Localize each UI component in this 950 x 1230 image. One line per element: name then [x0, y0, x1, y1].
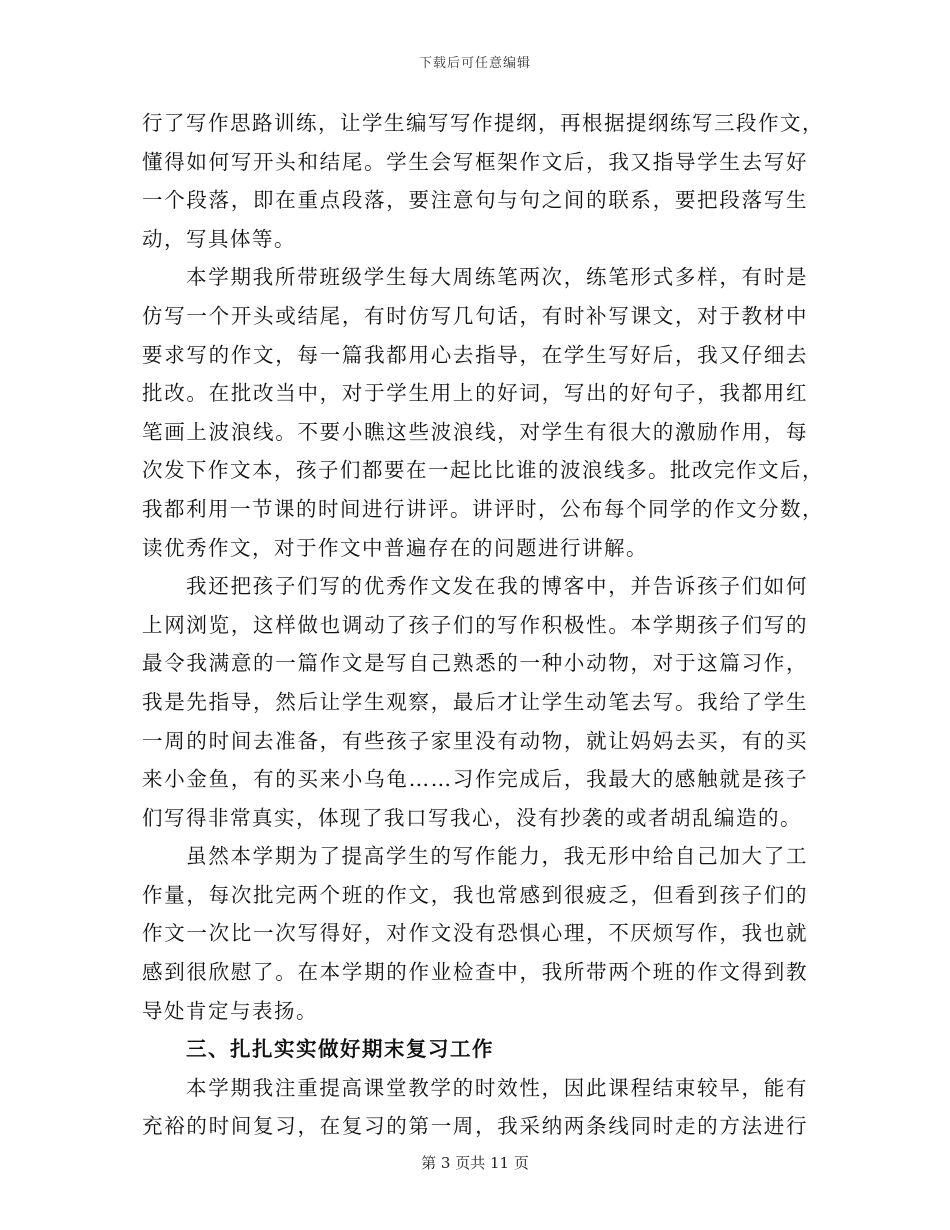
- text-line: 动，写具体等。: [142, 226, 296, 251]
- text-line: 作文一次比一次写得好，对作文没有恐惧心理，不厌烦写作，我也就: [142, 921, 808, 946]
- text-line: 行了写作思路训练，让学生编写写作提纲，再根据提纲练写三段作文，: [142, 111, 824, 135]
- text-line: 我都利用一节课的时间进行讲评。讲评时，公布每个同学的作文分数，: [142, 496, 824, 521]
- text-line: 批改。在批改当中，对于学生用上的好词，写出的好句子，我都用红: [142, 381, 808, 406]
- text-line: 一个段落，即在重点段落，要注意句与句之间的联系，要把段落写生: [142, 188, 808, 213]
- text-line: 次发下作文本，孩子们都要在一起比比谁的波浪线多。批改完作文后，: [142, 458, 824, 483]
- text-line: 一周的时间去准备，有些孩子家里没有动物，就让妈妈去买，有的买: [142, 728, 808, 753]
- paragraph-start-line: 本学期我注重提高课堂教学的时效性，因此课程结束较早，能有: [186, 1075, 808, 1100]
- text-line: 来小金鱼，有的买来小乌龟……习作完成后，我最大的感触就是孩子: [142, 767, 808, 792]
- paragraph-start-line: 本学期我所带班级学生每大周练笔两次，练笔形式多样，有时是: [186, 265, 808, 290]
- text-line: 最令我满意的一篇作文是写自己熟悉的一种小动物，对于这篇习作，: [142, 651, 808, 676]
- page-header: 下载后可任意编辑: [418, 56, 531, 71]
- document-body: [142, 104, 824, 1146]
- text-line: 充裕的时间复习，在复习的第一周，我采纳两条线同时走的方法进行: [142, 1114, 808, 1139]
- text-line: 要求写的作文，每一篇我都用心去指导，在学生写好后，我又仔细去: [142, 342, 808, 367]
- paragraph-start-line: 我还把孩子们写的优秀作文发在我的博客中，并告诉孩子们如何: [186, 574, 808, 599]
- paragraph-start-line: 虽然本学期为了提高学生的写作能力，我无形中给自己加大了工: [186, 844, 808, 869]
- text-line: 读优秀作文，对于作文中普遍存在的问题进行讲解。: [142, 535, 648, 560]
- page-number-footer: 第 3 页共 11 页: [421, 1154, 529, 1172]
- text-line: 导处肯定与表扬。: [142, 998, 318, 1023]
- section-heading: 三、扎扎实实做好期末复习工作: [186, 1037, 494, 1062]
- text-line: 笔画上波浪线。不要小瞧这些波浪线，对学生有很大的激励作用，每: [142, 419, 808, 444]
- text-line: 上网浏览，这样做也调动了孩子们的写作积极性。本学期孩子们写的: [142, 612, 808, 637]
- text-line: 们写得非常真实，体现了我口写我心，没有抄袭的或者胡乱编造的。: [142, 805, 802, 830]
- text-line: 仿写一个开头或结尾，有时仿写几句话，有时补写课文，对于教材中: [142, 303, 808, 328]
- text-line: 感到很欣慰了。在本学期的作业检查中，我所带两个班的作文得到教: [142, 960, 808, 985]
- text-line: 懂得如何写开头和结尾。学生会写框架作文后，我又指导学生去写好: [142, 149, 808, 174]
- text-line: 我是先指导，然后让学生观察，最后才让学生动笔去写。我给了学生: [142, 689, 808, 714]
- text-line: 作量，每次批完两个班的作文，我也常感到很疲乏，但看到孩子们的: [142, 882, 808, 907]
